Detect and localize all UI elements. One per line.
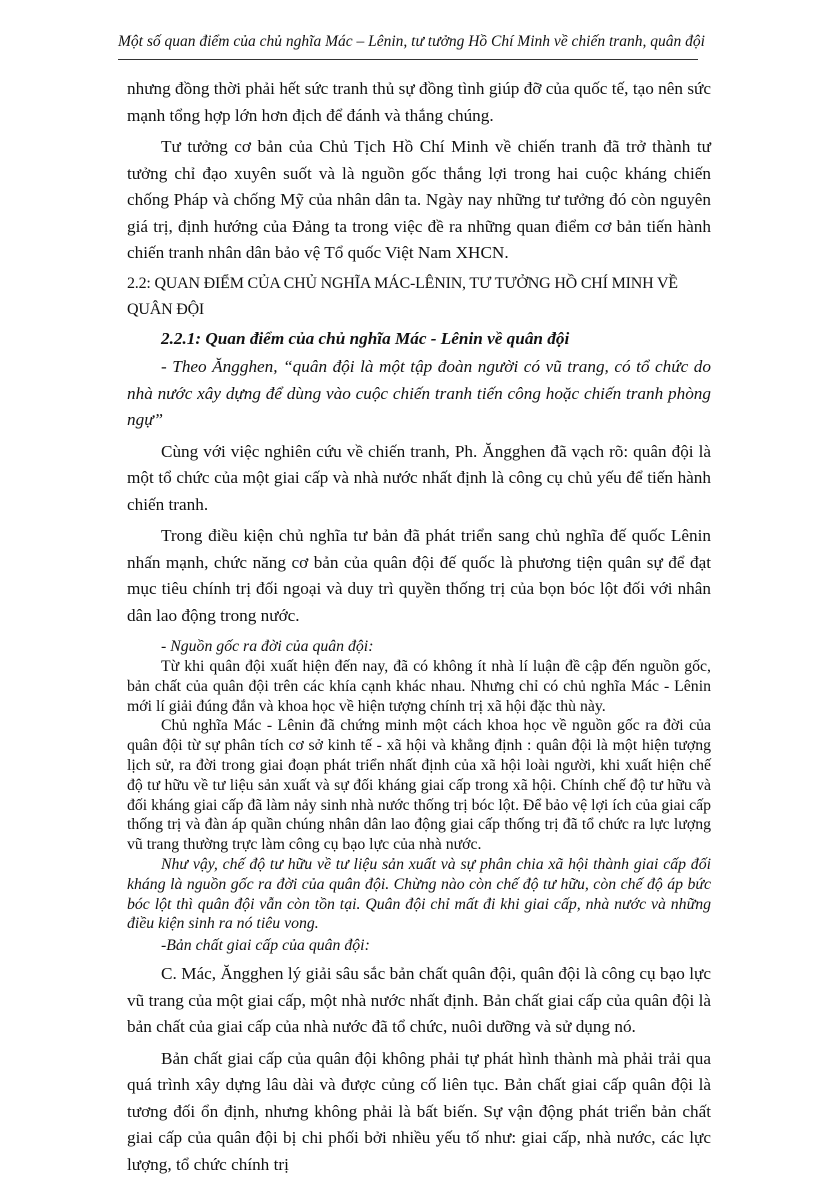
label-army-origin: - Nguồn gốc ra đời của quân đội: xyxy=(161,638,374,655)
subsection-heading-2-2-1: 2.2.1: Quan điểm của chủ nghĩa Mác - Lênin về quân đội xyxy=(161,328,570,348)
paragraph-origin-theorists: Từ khi quân đội xuất hiện đến nay, đã có không ít nhà lí luận đề cập đến nguồn gốc, bản chất của quân đội trên các khía cạnh khác nhau. Nhưng chỉ có chủ nghĩa Mác - Lênin mới lí giải đúng đắn và khoa học về hiện tượng chính trị xã hội đặc thù này. xyxy=(127,658,711,715)
document-body xyxy=(127,76,711,1178)
paragraph-engels-army-organization: Cùng với việc nghiên cứu về chiến tranh, Ph. Ăngghen đã vạch rõ: quân đội là một tổ chức của một giai cấp và nhà nước nhất định là công cụ chủ yếu để tiến hành chiến tranh. xyxy=(127,441,711,514)
paragraph-origin-conclusion: Như vậy, chế độ tư hữu về tư liệu sản xuất và sự phân chia xã hội thành giai cấp đối kháng là nguồn gốc ra đời của quân đội. Chừng nào còn chế độ tư hữu, còn chế độ áp bức bóc lột thì quân đội vẫn còn tồn tại. Quân đội chỉ mất đi khi giai cấp, nhà nước và những điều kiện sinh ra nó tiêu vong. xyxy=(127,855,711,933)
label-class-nature: -Bản chất giai cấp của quân đội: xyxy=(161,937,370,955)
paragraph-ho-chi-minh-war-thought: Tư tưởng cơ bản của Chủ Tịch Hồ Chí Minh về chiến tranh đã trở thành tư tưởng chỉ đạo xuyên suốt và là nguồn gốc thắng lợi trong hai cuộc kháng chiến chống Pháp và chống Mỹ của nhân dân ta. Ngày nay những tư tưởng đó còn nguyên giá trị, định hướng của Đảng ta trong việc đề ra những quan điểm cơ bản tiến hành chiến tranh nhân dân bảo vệ Tổ quốc Việt Nam XHCN. xyxy=(127,137,711,262)
paragraph-lenin-imperialism: Trong điều kiện chủ nghĩa tư bản đã phát triển sang chủ nghĩa đế quốc Lênin nhấn mạnh, chức năng cơ bản của quân đội đế quốc là phương tiện quân sự để đạt mục tiêu chính trị đối ngoại và duy trì quyền thống trị của bọn bóc lột đối với nhân dân lao động trong nước. xyxy=(127,526,711,625)
paragraph-origin-marxism-proof: Chủ nghĩa Mác - Lênin đã chứng minh một cách khoa học về nguồn gốc ra đời của quân đội từ sự phân tích cơ sở kinh tế - xã hội và khẳng định : quân đội là một hiện tượng lịch sử, ra đời trong giai đoạn phát triển nhất định của xã hội loài người, khi xuất hiện chế độ tư hữu về tư liệu sản xuất và sự đối kháng giai cấp trong xã hội. Chính chế độ tư hữu và đối kháng giai cấp đã làm nảy sinh nhà nước thống trị bóc lột. Để bảo vệ lợi ích của giai cấp thống trị và đàn áp quần chúng nhân dân lao động giai cấp thống trị đã tổ chức ra lực lượng vũ trang thường trực làm công cụ bạo lực của nhà nước. xyxy=(127,717,711,854)
paragraph-class-nature-marx-engels: C. Mác, Ăngghen lý giải sâu sắc bản chất quân đội, quân đội là công cụ bạo lực vũ trang của một giai cấp, một nhà nước nhất định. Bản chất giai cấp của quân đội là bản chất của giai cấp của nhà nước đã tổ chức, nuôi dưỡng và sử dụng nó. xyxy=(127,964,711,1037)
paragraph-engels-definition: - Theo Ăngghen, “quân đội là một tập đoàn người có vũ trang, có tổ chức do nhà nước xây dựng để dùng vào cuộc chiến tranh tiến công hoặc chiến tranh phòng ngự” xyxy=(127,357,711,429)
paragraph-continuation: nhưng đồng thời phải hết sức tranh thủ sự đồng tình giúp đỡ của quốc tế, tạo nên sức mạnh tổng hợp lớn hơn địch để đánh và thắng chúng. xyxy=(127,79,711,125)
section-heading-2-2: 2.2: QUAN ĐIỂM CỦA CHỦ NGHĨA MÁC-LÊNIN, TƯ TƯỞNG HỒ CHÍ MINH VỀ QUÂN ĐỘI xyxy=(127,274,678,318)
paragraph-class-nature-development: Bản chất giai cấp của quân đội không phải tự phát hình thành mà phải trải qua quá trình xây dựng lâu dài và được củng cố liên tục. Bản chất giai cấp quân đội là tương đối ổn định, nhưng không phải là bất biến. Sự vận động phát triển bản chất giai cấp của quân đội bị chi phối bởi nhiều yếu tố như: giai cấp, nhà nước, các lực lượng, tổ chức chính trị xyxy=(127,1048,711,1174)
running-header: Một số quan điểm của chủ nghĩa Mác – Lênin, tư tưởng Hồ Chí Minh về chiến tranh, quân đội xyxy=(118,33,698,60)
